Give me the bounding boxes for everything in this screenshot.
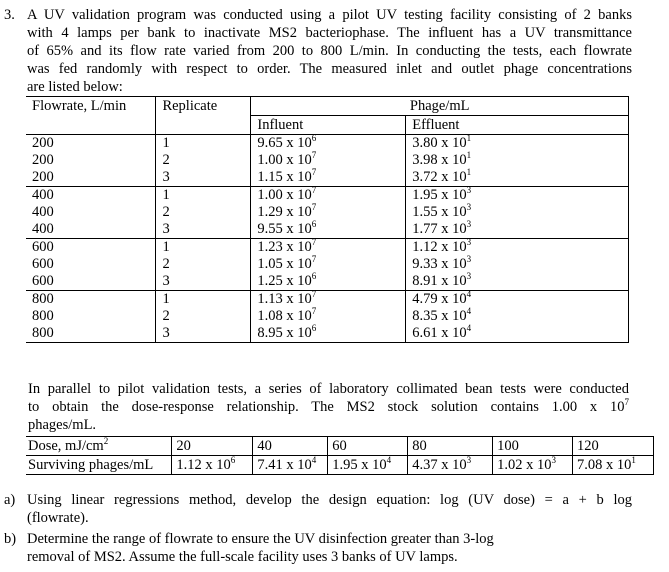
table-row [26, 135, 629, 153]
cell-text: 1.55 x 10 [412, 204, 467, 220]
cell-effluent [406, 204, 629, 221]
exponent: 6 [311, 323, 317, 333]
cell-effluent [406, 256, 629, 273]
surviving-value [573, 456, 654, 475]
cell-text: 400 [32, 204, 54, 220]
cell-replicate [156, 204, 251, 221]
exponent: 3 [466, 254, 472, 264]
cell-text: 1 [162, 291, 170, 307]
table-row [26, 152, 629, 169]
cell-text: 3 [162, 221, 170, 237]
dose-response-table [26, 436, 654, 475]
cell-influent [251, 291, 406, 309]
table-row [26, 239, 629, 257]
question-3-line: was fed randomly with respect to order. The measured inlet and outlet phage concentrations [27, 61, 632, 77]
cell-effluent [406, 169, 629, 187]
question-a-line: Using linear regressions method, develop the design equation: log (UV dose) = a + b log [27, 492, 632, 508]
paragraph-line-text: to obtain the dose-response relationship. The MS2 stock solution contains 1.00 x 10 [28, 399, 625, 415]
cell-text: 1.08 x 10 [257, 308, 312, 324]
header-influent: Influent [251, 116, 406, 135]
cell-replicate [156, 291, 251, 309]
exponent: 6 [311, 271, 317, 281]
cell-text: 2 [162, 204, 170, 220]
exponent: 3 [466, 271, 472, 281]
exponent: 6 [311, 219, 317, 229]
cell-text: 800 [32, 308, 54, 324]
exponent: 4 [311, 455, 317, 465]
cell-flowrate [26, 187, 156, 205]
exponent: 6 [311, 133, 317, 143]
cell-text: 3.80 x 10 [412, 135, 467, 151]
cell-text: 8.35 x 10 [412, 308, 467, 324]
exponent: 7 [311, 306, 317, 316]
cell-flowrate [26, 325, 156, 343]
cell-effluent [406, 152, 629, 169]
dose-value: 60 [328, 437, 408, 456]
question-3-line: of 65% and its flow rate varied from 200 to 800 L/min. In conducting the tests, each flowrate [27, 43, 632, 59]
cell-text: 7.08 x 10 [577, 457, 632, 473]
cell-flowrate [26, 135, 156, 153]
surviving-value [253, 456, 328, 475]
cell-text: 2 [162, 256, 170, 272]
cell-text: 2 [162, 152, 170, 168]
exponent: 7 [311, 167, 317, 177]
cell-text: 8.95 x 10 [257, 325, 312, 341]
cell-text: 200 [32, 152, 54, 168]
dose-value: 120 [573, 437, 654, 456]
cell-replicate [156, 273, 251, 291]
paragraph-line [28, 398, 629, 416]
cell-text: 3 [162, 325, 170, 341]
cell-replicate [156, 325, 251, 343]
cell-text: 1.13 x 10 [257, 291, 312, 307]
cell-text: 3.98 x 10 [412, 152, 467, 168]
cell-flowrate [26, 239, 156, 257]
cell-effluent [406, 135, 629, 153]
question-b-line: Determine the range of flowrate to ensure the UV disinfection greater than 3-log [27, 531, 494, 547]
question-3-text [27, 6, 632, 96]
surviving-label: Surviving phages/mL [26, 456, 172, 475]
exponent: 4 [466, 306, 472, 316]
cell-text: 9.55 x 10 [257, 221, 312, 237]
cell-text: 1.05 x 10 [257, 256, 312, 272]
cell-text: 1.23 x 10 [257, 239, 312, 255]
question-b-label: b) [4, 531, 17, 547]
exponent: 7 [311, 237, 317, 247]
header-replicate: Replicate [156, 97, 251, 116]
cell-replicate [156, 135, 251, 153]
exponent: 6 [230, 455, 236, 465]
cell-text: 2 [162, 308, 170, 324]
dose-value: 100 [493, 437, 573, 456]
question-3-line: are listed below: [27, 79, 123, 95]
header-phage: Phage/mL [251, 97, 629, 116]
exponent: 7 [624, 397, 629, 407]
table-row [26, 325, 629, 343]
question-a [4, 491, 632, 527]
cell-text: 600 [32, 256, 54, 272]
exponent: 3 [466, 237, 472, 247]
question-number: 3. [4, 7, 15, 23]
cell-text: 3 [162, 169, 170, 185]
exponent: 3 [466, 202, 472, 212]
cell-text: 1.25 x 10 [257, 273, 312, 289]
cell-text: 9.65 x 10 [257, 135, 312, 151]
exponent: 2 [103, 436, 109, 446]
cell-text: 200 [32, 135, 54, 151]
dose-label-text: Dose, mJ/cm [28, 438, 104, 454]
table-row [26, 187, 629, 205]
cell-replicate [156, 221, 251, 239]
cell-text: 6.61 x 10 [412, 325, 467, 341]
cell-influent [251, 239, 406, 257]
dose-value: 20 [172, 437, 253, 456]
cell-text: 1.02 x 10 [497, 457, 552, 473]
exponent: 3 [466, 455, 472, 465]
cell-text: 1.12 x 10 [412, 239, 467, 255]
cell-effluent [406, 291, 629, 309]
exponent: 3 [551, 455, 556, 465]
cell-text: 1.77 x 10 [412, 221, 467, 237]
surviving-value [328, 456, 408, 475]
cell-text: 3.72 x 10 [412, 169, 467, 185]
cell-text: 1.29 x 10 [257, 204, 312, 220]
cell-influent [251, 256, 406, 273]
cell-text: 4.37 x 10 [412, 457, 467, 473]
question-a-line: (flowrate). [27, 510, 89, 526]
dose-value: 80 [408, 437, 493, 456]
exponent: 3 [466, 185, 472, 195]
header-blank [26, 116, 156, 135]
cell-replicate [156, 256, 251, 273]
exponent: 3 [466, 219, 472, 229]
dose-label [26, 437, 172, 456]
table-row [26, 221, 629, 239]
cell-text: 400 [32, 187, 54, 203]
cell-text: 600 [32, 239, 54, 255]
cell-flowrate [26, 152, 156, 169]
cell-text: 600 [32, 273, 54, 289]
exponent: 1 [466, 167, 472, 177]
cell-replicate [156, 239, 251, 257]
cell-flowrate [26, 169, 156, 187]
exponent: 7 [311, 150, 317, 160]
cell-text: 800 [32, 291, 54, 307]
cell-influent [251, 169, 406, 187]
cell-flowrate [26, 221, 156, 239]
exponent: 4 [466, 323, 472, 333]
cell-effluent [406, 239, 629, 257]
question-3-line: A UV validation program was conducted using a pilot UV testing facility consisting of 2 banks [27, 7, 632, 23]
cell-influent [251, 273, 406, 291]
cell-text: 1 [162, 187, 170, 203]
cell-influent [251, 204, 406, 221]
question-b-line: removal of MS2. Assume the full-scale facility uses 3 banks of UV lamps. [27, 549, 458, 565]
cell-flowrate [26, 291, 156, 309]
cell-flowrate [26, 204, 156, 221]
table-row [26, 291, 629, 309]
cell-replicate [156, 169, 251, 187]
table-row [26, 204, 629, 221]
cell-text: 200 [32, 169, 54, 185]
exponent: 7 [311, 289, 317, 299]
header-effluent: Effluent [406, 116, 629, 135]
cell-replicate [156, 152, 251, 169]
exponent: 4 [466, 289, 472, 299]
phage-concentration-table [26, 96, 629, 343]
surviving-value [493, 456, 573, 475]
question-a-label: a) [4, 492, 16, 508]
table-row [26, 256, 629, 273]
dose-value: 40 [253, 437, 328, 456]
cell-text: 1.00 x 10 [257, 187, 312, 203]
cell-text: 800 [32, 325, 54, 341]
question-3-line: with 4 lamps per bank to inactivate MS2 bacteriophase. The influent has a UV transmittance [27, 25, 632, 41]
surviving-value [408, 456, 493, 475]
cell-influent [251, 152, 406, 169]
lab-tests-paragraph [28, 380, 629, 434]
cell-flowrate [26, 256, 156, 273]
cell-text: 3 [162, 273, 170, 289]
cell-effluent [406, 273, 629, 291]
cell-influent [251, 135, 406, 153]
question-3 [4, 6, 632, 96]
exponent: 1 [631, 455, 636, 465]
exponent: 7 [311, 185, 317, 195]
cell-text: 1 [162, 239, 170, 255]
table-row [26, 169, 629, 187]
exponent: 7 [311, 254, 317, 264]
header-blank [156, 116, 251, 135]
cell-influent [251, 308, 406, 325]
question-b [4, 530, 632, 566]
cell-effluent [406, 221, 629, 239]
cell-text: 7.41 x 10 [257, 457, 312, 473]
cell-text: 8.91 x 10 [412, 273, 467, 289]
cell-replicate [156, 308, 251, 325]
cell-flowrate [26, 273, 156, 291]
cell-text: 1.95 x 10 [412, 187, 467, 203]
cell-text: 4.79 x 10 [412, 291, 467, 307]
cell-text: 1 [162, 135, 170, 151]
cell-text: 1.15 x 10 [257, 169, 312, 185]
table-row [26, 273, 629, 291]
cell-influent [251, 187, 406, 205]
cell-flowrate [26, 308, 156, 325]
exponent: 1 [466, 133, 472, 143]
cell-text: 1.12 x 10 [176, 457, 231, 473]
cell-effluent [406, 308, 629, 325]
cell-effluent [406, 187, 629, 205]
cell-influent [251, 325, 406, 343]
surviving-value [172, 456, 253, 475]
exponent: 4 [386, 455, 392, 465]
paragraph-line: In parallel to pilot validation tests, a series of laboratory collimated bean tests were conducted [28, 381, 629, 397]
cell-text: 400 [32, 221, 54, 237]
table-row [26, 308, 629, 325]
exponent: 1 [466, 150, 472, 160]
cell-effluent [406, 325, 629, 343]
cell-text: 1.95 x 10 [332, 457, 387, 473]
paragraph-line: phages/mL. [28, 417, 97, 433]
cell-text: 9.33 x 10 [412, 256, 467, 272]
cell-influent [251, 221, 406, 239]
header-flowrate: Flowrate, L/min [26, 97, 156, 116]
cell-replicate [156, 187, 251, 205]
cell-text: 1.00 x 10 [257, 152, 312, 168]
exponent: 7 [311, 202, 317, 212]
